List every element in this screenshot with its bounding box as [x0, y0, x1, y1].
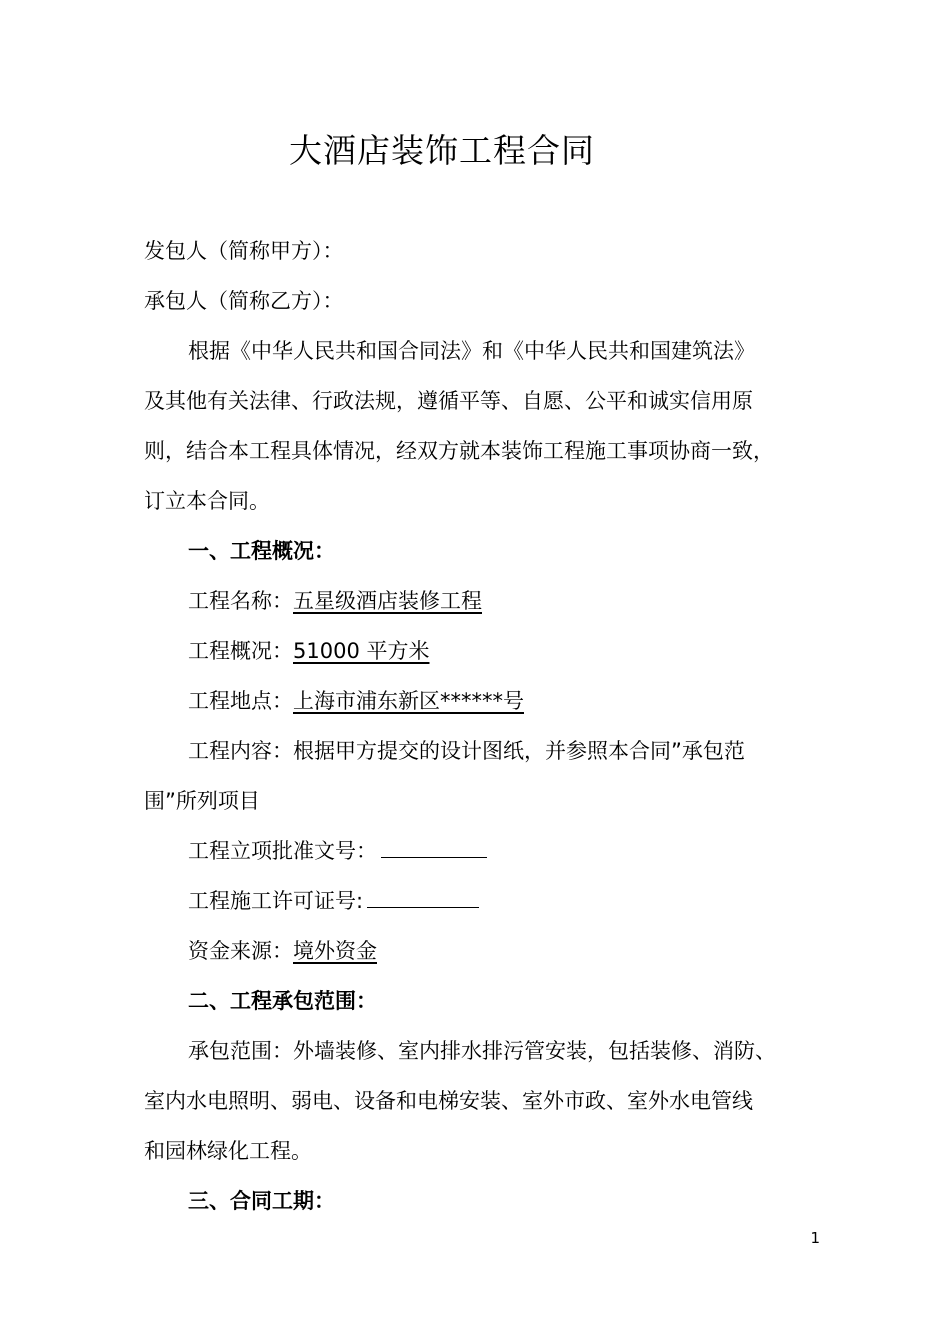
project-overview-label: 工程概况：: [188, 639, 293, 663]
party-b-line: 承包人（简称乙方）：: [144, 289, 344, 313]
project-content-line: 围”所列项目: [144, 789, 260, 813]
page-number: 1: [810, 1229, 820, 1247]
project-location-value: 上海市浦东新区******号: [293, 689, 524, 713]
permit-number-blank: [367, 887, 479, 908]
project-name-line: [144, 576, 824, 626]
preamble-line: 订立本合同。: [144, 489, 270, 513]
preamble-line: 则，结合本工程具体情况，经双方就本装饰工程施工事项协商一致，: [144, 439, 774, 463]
preamble-line: 根据《中华人民共和国合同法》和《中华人民共和国建筑法》: [188, 339, 755, 363]
project-location-label: 工程地点：: [188, 689, 293, 713]
document-title: 大酒店装饰工程合同: [289, 131, 595, 170]
permit-number-label: 工程施工许可证号:: [188, 889, 364, 913]
approval-number-line: [144, 826, 824, 876]
document-body: [144, 226, 824, 1226]
approval-number-blank: [381, 837, 487, 858]
project-content-line: 工程内容：根据甲方提交的设计图纸，并参照本合同”承包范: [188, 739, 745, 763]
funding-source-value: 境外资金: [293, 939, 377, 963]
funding-source-label: 资金来源：: [188, 939, 293, 963]
party-a-line: 发包人（简称甲方）：: [144, 239, 344, 263]
project-overview-value: 51000 平方米: [293, 639, 430, 663]
permit-number-line: [144, 876, 824, 926]
scope-line: 室内水电照明、弱电、设备和电梯安装、室外市政、室外水电管线: [144, 1089, 753, 1113]
scope-line: 承包范围：外墙装修、室内排水排污管安装，包括装修、消防、: [188, 1039, 776, 1063]
approval-number-label: 工程立项批准文号：: [188, 839, 377, 863]
project-name-value: 五星级酒店装修工程: [293, 589, 482, 613]
project-overview-line: [144, 626, 824, 676]
section1-heading: 一、工程概况：: [188, 539, 335, 563]
preamble-line: 及其他有关法律、行政法规，遵循平等、自愿、公平和诚实信用原: [144, 389, 753, 413]
section3-heading: 三、合同工期：: [188, 1189, 335, 1213]
project-name-label: 工程名称：: [188, 589, 293, 613]
scope-line: 和园林绿化工程。: [144, 1139, 312, 1163]
funding-source-line: [144, 926, 824, 976]
project-location-line: [144, 676, 824, 726]
section2-heading: 二、工程承包范围：: [188, 989, 377, 1013]
